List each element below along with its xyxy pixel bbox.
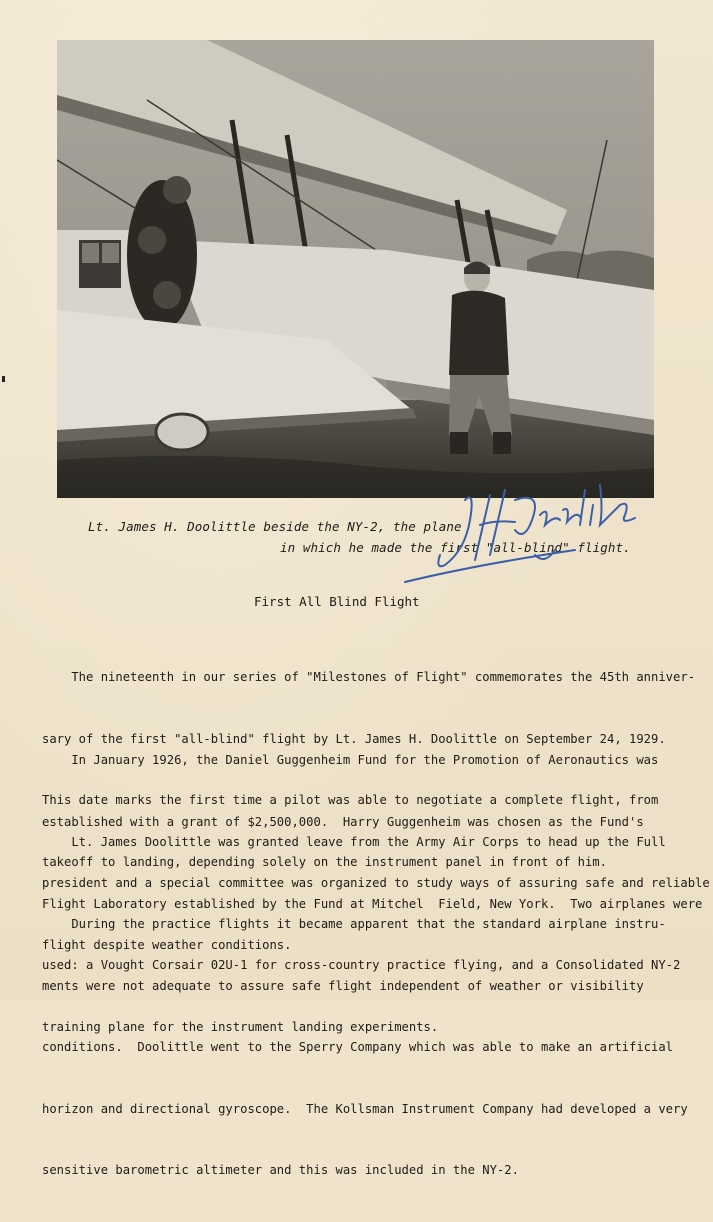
paragraph-line: established with a grant of $2,500,000. Harry Guggenheim was chosen as the Fund's <box>42 814 644 829</box>
paragraph-line: conditions. Doolittle went to the Sperry Company which was able to make an artificial <box>42 1040 674 1054</box>
margin-mark <box>2 376 5 382</box>
paragraph-line: training plane for the instrument landing experiments. <box>42 1019 439 1034</box>
biplane-photo-drawing <box>57 40 654 498</box>
paragraph-line: In January 1926, the Daniel Guggenheim Fund for the Promotion of Aeronautics was <box>42 753 659 767</box>
paragraph-line: sensitive barometric altimeter and this was included in the NY-2. <box>42 1163 519 1177</box>
paragraph-line: takeoff to landing, depending solely on the instrument panel in front of him. <box>42 854 607 869</box>
paragraph-line: sary of the first "all-blind" flight by Lt. James H. Doolittle on September 24, 1929. <box>42 731 666 746</box>
paragraph-line: flight despite weather conditions. <box>42 937 292 952</box>
caption-line-1: Lt. James H. Doolittle beside the NY-2, the plane <box>88 519 462 534</box>
paragraph-line: The nineteenth in our series of "Milestones of Flight" commemorates the 45th anniver- <box>42 670 696 684</box>
paragraph-line: horizon and directional gyroscope. The Kollsman Instrument Company had developed a very <box>42 1101 688 1116</box>
article-title: First All Blind Flight <box>254 594 420 609</box>
paragraph-line: Flight Laboratory established by the Fund at Mitchel Field, New York. Two airplanes were <box>42 896 703 911</box>
caption-line-2: in which he made the first "all-blind" flight. <box>280 540 631 555</box>
paragraph-line: This date marks the first time a pilot was able to negotiate a complete flight, from <box>42 793 659 807</box>
paragraph-line: Lt. James Doolittle was granted leave from the Army Air Corps to head up the Full <box>42 835 666 849</box>
paragraph-line: president and a special committee was organized to study ways of assuring safe and reliable <box>42 876 710 890</box>
biplane-photo <box>57 40 654 498</box>
paragraph-4 <box>42 873 710 1222</box>
paragraph-line: used: a Vought Corsair 02U-1 for cross-country practice flying, and a Consolidated NY-2 <box>42 958 681 972</box>
paragraph-line: ments were not adequate to assure safe flight independent of weather or visibility <box>42 978 644 993</box>
paragraph-line: During the practice flights it became apparent that the standard airplane instru- <box>42 917 666 931</box>
